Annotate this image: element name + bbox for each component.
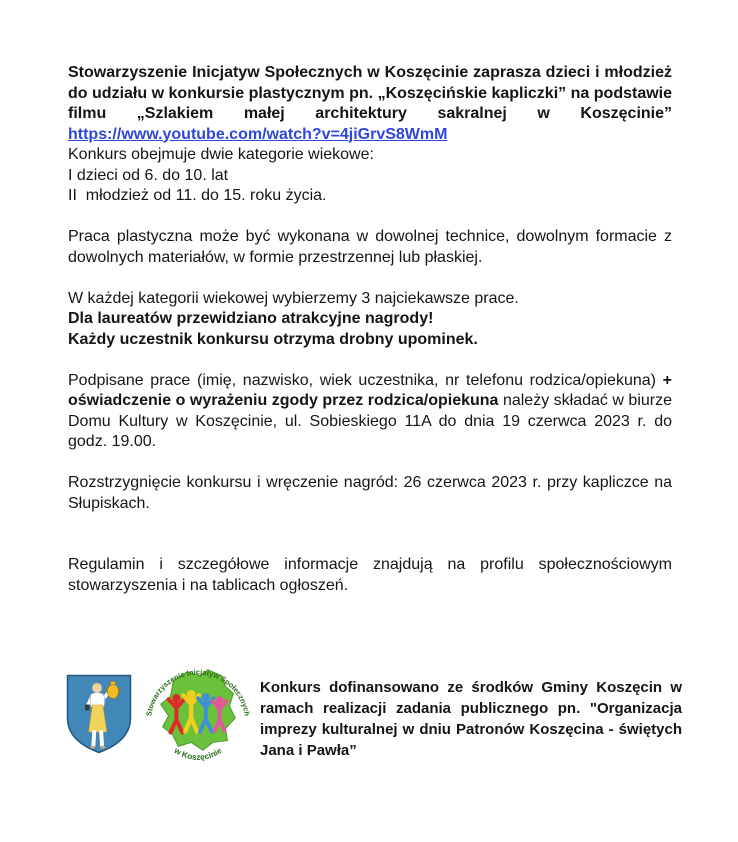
funding-note: Konkurs dofinansowano ze środków Gminy Koszęcin w ramach realizacji zadania publicznego pn. "Organizacja imprezy kulturalnej w dniu Patronów Koszęcina - świętych Jana i Pawła” (260, 679, 682, 759)
awards-line-2: Dla laureatów przewidziano atrakcyjne nagrody! (68, 310, 434, 327)
categories-block (68, 145, 672, 207)
association-logo (144, 656, 252, 768)
submission-consent-bold: + oświadczenie o wyrażeniu zgody przez rodzica/opiekuna (68, 371, 672, 409)
awards-block (68, 289, 672, 351)
submission-paragraph (68, 371, 672, 453)
regulations-paragraph: Regulamin i szczegółowe informacje znajdują na profilu społecznościowym stowarzyszenia i na tablicach ogłoszeń. (68, 556, 672, 594)
logo-arc-top-text: Stowarzyszenie Inicjatyw Społecznych (144, 667, 252, 717)
categories-heading: Konkurs obejmuje dwie kategorie wiekowe: (68, 146, 374, 163)
submission-part-3: należy składać w biurze Domu Kultury w Koszęcinie, ul. Sobieskiego 11A do dnia 19 czerwca 2023 r. do godz. 19.00. (68, 392, 672, 450)
category-item-2: II młodzież od 11. do 15. roku życia. (68, 187, 327, 204)
document-body (68, 63, 672, 596)
koszecin-coat-of-arms (66, 674, 132, 754)
technique-paragraph: Praca plastyczna może być wykonana w dowolnej technice, dowolnym formacie z dowolnych materiałów, w formie przestrzennej lub płaskiej. (68, 228, 672, 266)
awards-line-1: W każdej kategorii wiekowej wybierzemy 3 najciekawsze prace. (68, 289, 519, 307)
submission-part-1: Podpisane prace (imię, nazwisko, wiek uczestnika, nr telefonu rodzica/opiekuna) (68, 371, 663, 389)
intro-text: Stowarzyszenie Inicjatyw Społecznych w Koszęcinie zaprasza dzieci i młodzież do udziału w konkursie plastycznym pn. „Koszęcińskie kapliczki” na podstawie filmu „Szlakiem małej architektury sakralnej w Koszęcinie” (68, 64, 672, 122)
svg-text:w Koszęcinie (172, 746, 224, 762)
awards-line-3: Każdy uczestnik konkursu otrzyma drobny upominek. (68, 330, 478, 348)
footer (0, 656, 738, 768)
logo-arc-bottom-text: w Koszęcinie (172, 746, 224, 762)
category-item-1: I dzieci od 6. do 10. lat (68, 166, 229, 184)
results-paragraph: Rozstrzygnięcie konkursu i wręczenie nagród: 26 czerwca 2023 r. przy kapliczce na Słupiskach. (68, 474, 672, 512)
intro-paragraph (68, 63, 672, 145)
youtube-link[interactable]: https://www.youtube.com/watch?v=4jiGrvS8WmM (68, 125, 448, 143)
